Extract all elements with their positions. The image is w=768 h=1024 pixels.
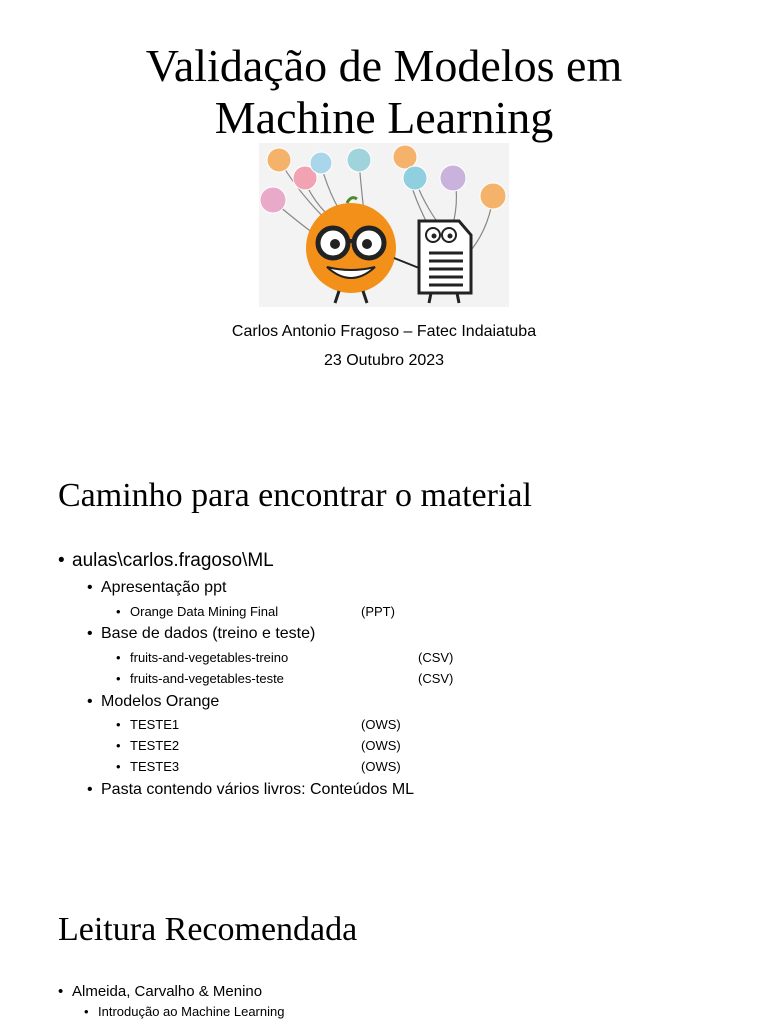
title-slide <box>0 0 768 430</box>
file-name: Orange Data Mining Final <box>130 604 279 619</box>
orange-mascot-illustration <box>259 143 509 307</box>
file-name: TESTE3 <box>130 759 180 774</box>
reading-heading: Leitura Recomendada <box>58 911 358 948</box>
file-name: TESTE2 <box>130 738 180 753</box>
material-heading: Caminho para encontrar o material <box>58 477 532 514</box>
reading-book-item <box>84 1004 284 1019</box>
slide-title <box>0 40 768 144</box>
file-item <box>116 717 179 732</box>
bullet: • <box>87 579 93 596</box>
path-item <box>58 550 274 572</box>
file-type: (PPT) <box>361 604 395 619</box>
section-label: Apresentação ppt <box>101 579 227 596</box>
file-type: (OWS) <box>361 738 401 753</box>
bullet: • <box>58 550 65 571</box>
path-text: aulas\carlos.fragoso\ML <box>72 550 274 571</box>
bullet: • <box>84 1004 89 1019</box>
file-item <box>116 671 284 686</box>
file-item <box>116 604 278 619</box>
material-slide <box>0 430 768 858</box>
bullet: • <box>116 759 121 774</box>
file-name: fruits-and-vegetables-teste <box>130 671 284 686</box>
reading-authors: Almeida, Carvalho & Menino <box>72 983 263 1000</box>
section-item <box>87 693 219 711</box>
slide-title-line-2: Machine Learning <box>214 92 554 143</box>
bullet: • <box>116 604 121 619</box>
section-label: Pasta contendo vários livros: Conteúdos ML <box>101 781 415 798</box>
date-line: 23 Outubro 2023 <box>323 352 445 369</box>
bullet: • <box>87 781 93 798</box>
file-type: (CSV) <box>418 650 454 665</box>
file-item <box>116 759 179 774</box>
bullet: • <box>116 650 121 665</box>
bullet: • <box>116 717 121 732</box>
slide-title-line-1: Validação de Modelos em <box>145 40 623 91</box>
bullet: • <box>87 693 93 710</box>
bullet: • <box>116 738 121 753</box>
reading-slide <box>0 858 768 1024</box>
file-item <box>116 738 179 753</box>
bullet: • <box>58 983 64 1000</box>
file-type: (OWS) <box>361 759 401 774</box>
orange-mascot-icon <box>259 143 509 307</box>
reading-book: Introdução ao Machine Learning <box>98 1004 285 1019</box>
bullet: • <box>87 625 93 642</box>
section-item <box>87 625 315 643</box>
file-item <box>116 650 288 665</box>
file-name: TESTE1 <box>130 717 180 732</box>
section-label: Modelos Orange <box>101 693 220 710</box>
section-item <box>87 579 226 597</box>
file-name: fruits-and-vegetables-treino <box>130 650 289 665</box>
file-type: (OWS) <box>361 717 401 732</box>
section-label: Base de dados (treino e teste) <box>101 625 316 642</box>
reading-authors-item <box>58 983 262 1000</box>
file-type: (CSV) <box>418 671 454 686</box>
bullet: • <box>116 671 121 686</box>
section-item <box>87 781 414 799</box>
author-line: Carlos Antonio Fragoso – Fatec Indaiatuba <box>231 323 537 340</box>
